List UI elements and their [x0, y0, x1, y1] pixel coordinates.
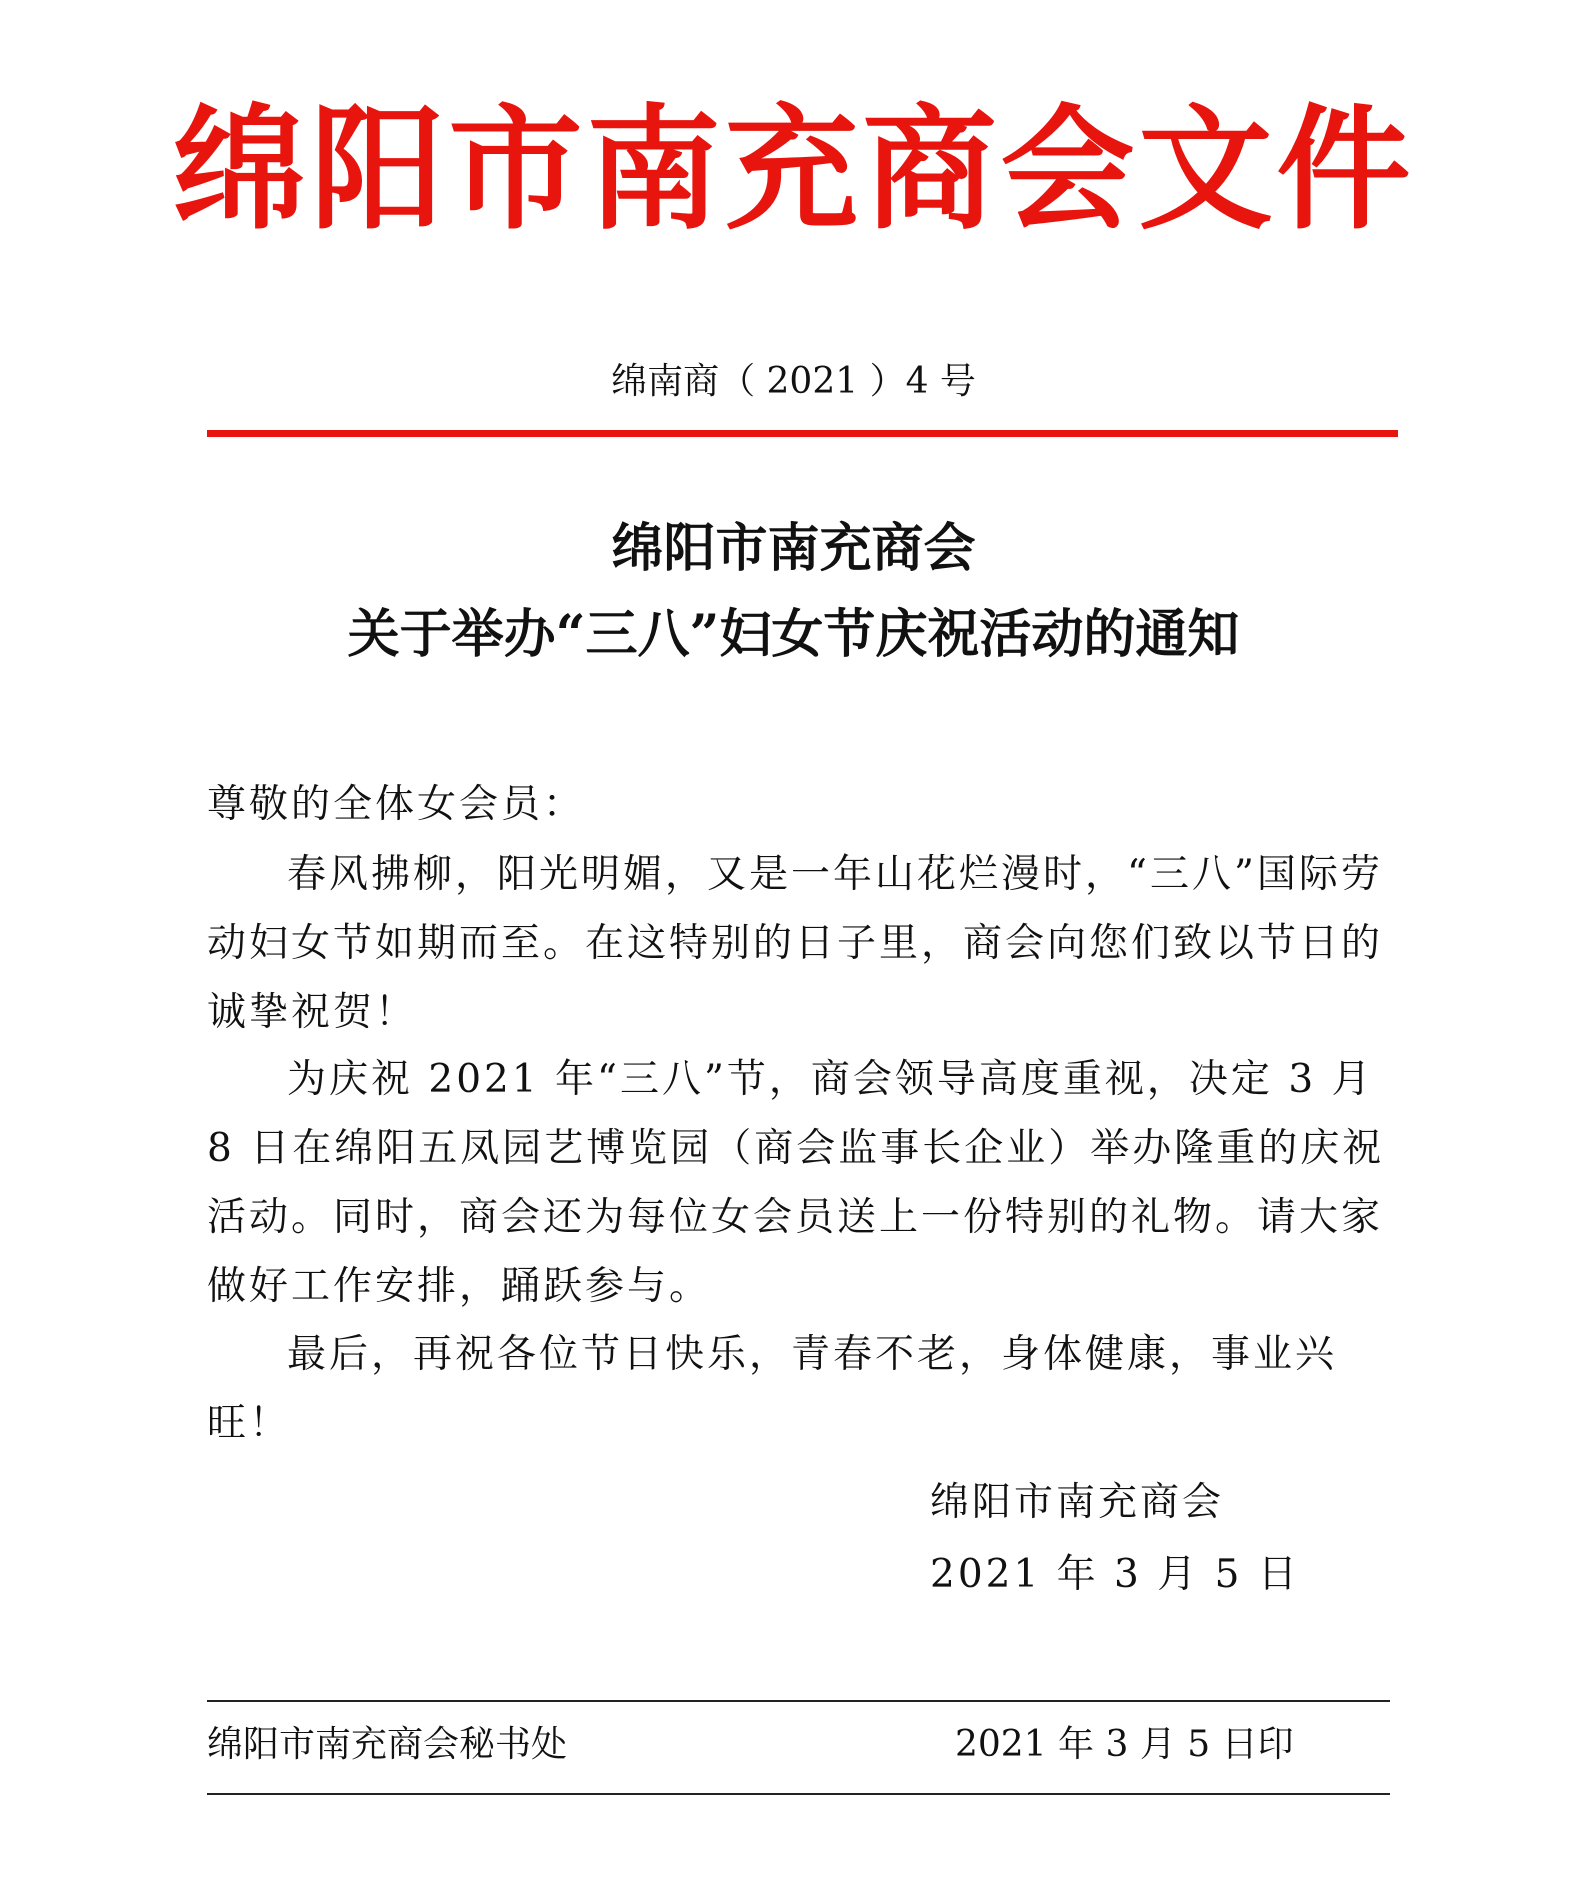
footer-issuer: 绵阳市南充商会秘书处: [207, 1724, 568, 1765]
body-paragraph-3: 最后，再祝各位节日快乐，青春不老，身体健康，事业兴旺！: [207, 1332, 1338, 1446]
footer-print-date: 2021 年 3 月 5 日印: [955, 1724, 1294, 1765]
body-paragraph-1: 春风拂柳，阳光明媚，又是一年山花烂漫时，“三八”国际劳动妇女节如期而至。在这特别的日子里，商会向您们致以节日的诚挚祝贺！: [207, 852, 1384, 1035]
document-red-header-title: 绵阳市南充商会文件: [172, 92, 1415, 248]
red-separator-line: [207, 430, 1398, 437]
notice-title-line-1: 绵阳市南充商会: [611, 518, 976, 579]
document-number: 绵南商（ 2021 ）4 号: [611, 361, 976, 402]
signature-organization: 绵阳市南充商会: [930, 1480, 1225, 1525]
footer-top-rule: [207, 1700, 1390, 1702]
footer-bottom-rule: [207, 1793, 1390, 1795]
notice-title-line-2: 关于举办“三八”妇女节庆祝活动的通知: [347, 604, 1240, 665]
salutation: 尊敬的全体女会员：: [207, 782, 586, 827]
body-paragraph-2: 为庆祝 2021 年“三八”节，商会领导高度重视，决定 3 月 8 日在绵阳五凤园艺博览园（商会监事长企业）举办隆重的庆祝活动。同时，商会还为每位女会员送上一份特别的礼物。请大家做好工作安排，踊跃参与。: [207, 1057, 1385, 1309]
signature-date: 2021 年 3 月 5 日: [930, 1552, 1300, 1597]
